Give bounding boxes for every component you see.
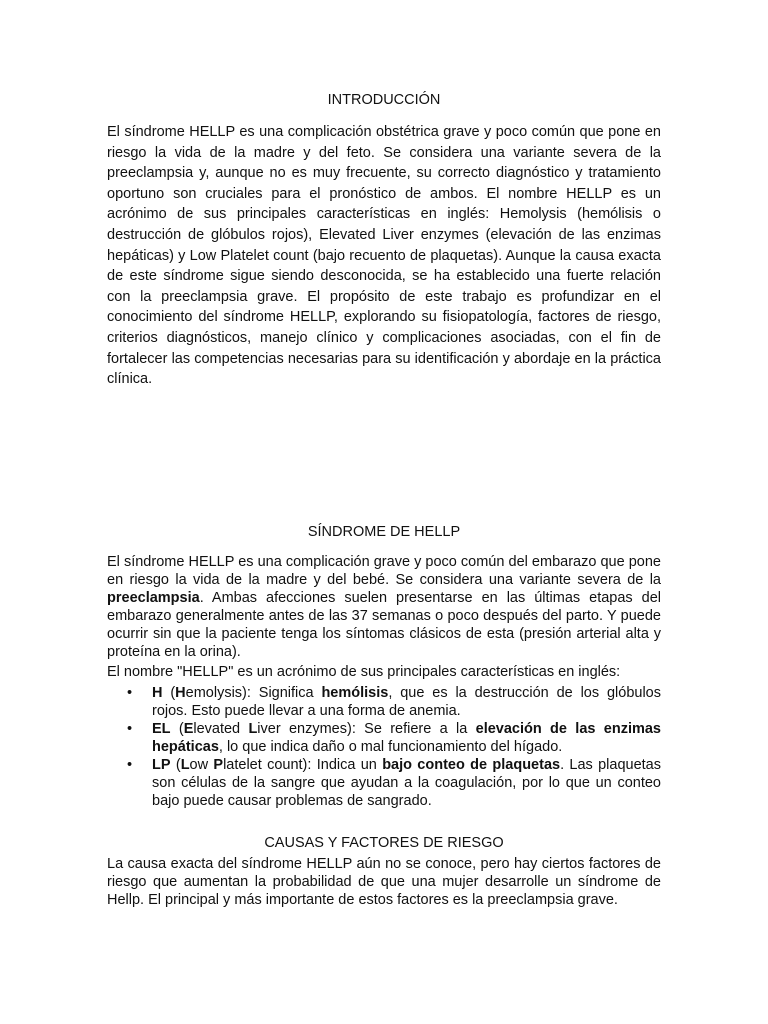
acronym-initial: E [183, 721, 194, 737]
key-term: elevación de las enzimas hepáticas [152, 721, 661, 755]
item-description: . Las plaquetas son células de la sangre que ayudan a la coagulación, por lo que un conteo bajo puede causar problemas de sangrado. [152, 757, 661, 809]
intro-paragraph: El síndrome HELLP es una complicación obstétrica grave y poco común que pone en riesgo la vida de la madre y del feto. Se considera una variante severa de la preeclampsia y, aunque no es muy frecuente, su correcto diagnóstico y tratamiento oportuno son cruciales para el pronóstico de ambos. El nombre HELLP es un acrónimo de sus principales características en inglés: Hemolysis (hemólisis o destrucción de glóbulos rojos), Elevated Liver enzymes (elevación de las enzimas hepáticas) y Low Platelet count (bajo recuento de plaquetas). Aunque la causa exacta de este síndrome sigue siendo desconocida, se ha establecido una fuerte relación con la preeclampsia grave. El propósito de este trabajo es profundizar en el conocimiento del síndrome HELLP, explorando su fisiopatología, factores de riesgo, criterios diagnósticos, manejo clínico y complicaciones asociadas, con el fin de fortalecer las competencias necesarias para su identificación y abordaje en la práctica clínica. [107, 124, 661, 388]
list-item-lp [107, 756, 661, 810]
preeclampsia-term: preeclampsia [107, 590, 200, 606]
acronym-expansion: latelet count): Indica un [223, 757, 383, 773]
paren-open: ( [162, 685, 176, 701]
intro-heading: INTRODUCCIÓN [327, 92, 441, 108]
bullet-icon: • [127, 757, 133, 773]
acronym-list [107, 684, 661, 810]
acronym-expansion: emolysis): Significa [185, 685, 322, 701]
acronym-code: EL [152, 721, 171, 737]
item-description: , lo que indica daño o mal funcionamiento del hígado. [218, 739, 563, 755]
hellp-heading: SÍNDROME DE HELLP [307, 524, 461, 540]
list-item-el [107, 720, 661, 756]
paren-open: ( [170, 721, 184, 737]
hellp-paragraph-text-b: . Ambas afecciones suelen presentarse en las últimas etapas del embarazo generalmente antes de las 37 semanas o poco después del parto. Y puede ocurrir sin que la paciente tenga los síntomas clásicos de esta (presión arterial alta y proteína en la orina). [107, 590, 661, 660]
acronym-code: H [152, 685, 163, 701]
acronym-initial: P [213, 757, 224, 773]
key-term: hemólisis [321, 685, 389, 701]
causas-paragraph: La causa exacta del síndrome HELLP aún no se conoce, pero hay ciertos factores de riesgo que aumentan la probabilidad de que una mujer desarrolle un síndrome de Hellp. El principal y más importante de estos factores es la preeclampsia grave. [107, 856, 661, 908]
item-description: , que es la destrucción de los glóbulos rojos. Esto puede llevar a una forma de anemia. [152, 685, 661, 719]
acronym-expansion: iver enzymes): Se refiere a la [257, 721, 476, 737]
hellp-paragraph-text-a: El síndrome HELLP es una complicación grave y poco común del embarazo que pone en riesgo la vida de la madre y del bebé. Se considera una variante severa de la [107, 554, 661, 588]
acronym-initial: L [248, 721, 258, 737]
acronym-code: LP [152, 757, 171, 773]
acronym-initial: L [180, 757, 190, 773]
acronym-expansion: ow [189, 757, 214, 773]
key-term: bajo conteo de plaquetas [382, 757, 561, 773]
hellp-paragraph [107, 553, 661, 661]
bullet-icon: • [127, 685, 133, 701]
paren-open: ( [170, 757, 181, 773]
acronym-intro-line: El nombre "HELLP" es un acrónimo de sus principales características en inglés: [107, 664, 621, 680]
causas-heading: CAUSAS Y FACTORES DE RIESGO [264, 835, 504, 851]
acronym-expansion: levated [193, 721, 249, 737]
bullet-icon: • [127, 721, 133, 737]
acronym-initial: H [175, 685, 186, 701]
list-item-h [107, 684, 661, 720]
